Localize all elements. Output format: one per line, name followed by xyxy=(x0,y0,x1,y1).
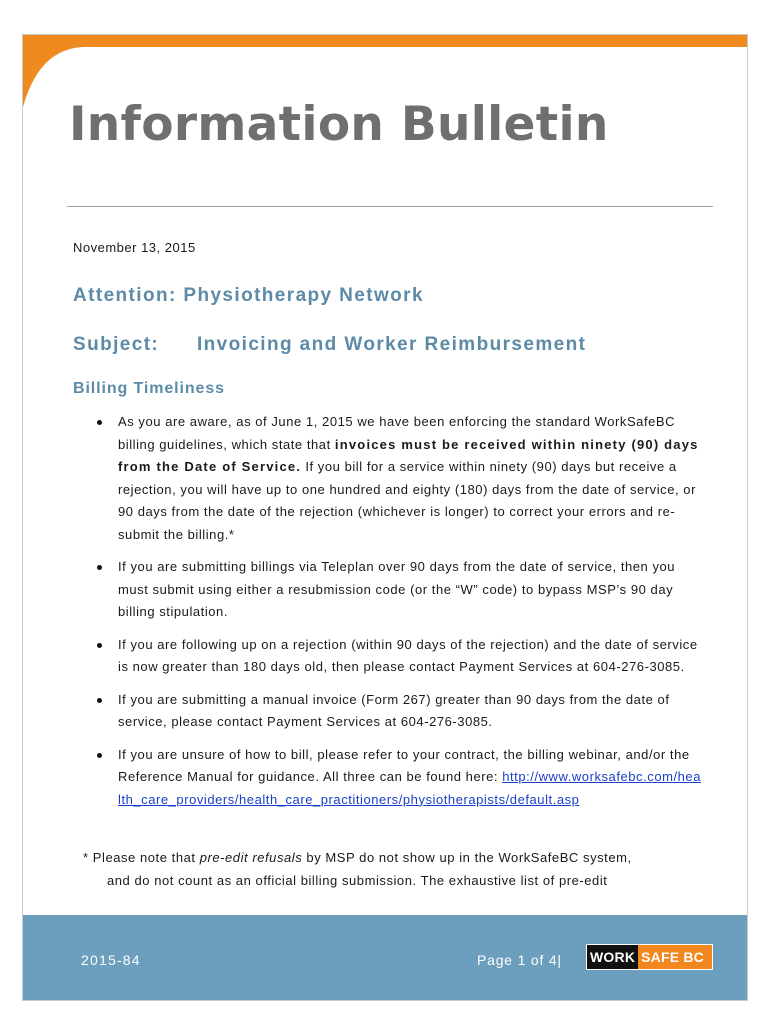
subject-label: Subject: xyxy=(73,334,160,355)
bullet-text: If you bill for a service within ninety (90) days but receive a rejection, you will have up to one hundred and eighty (180) days from the date of service, or 90 days from the date of the rejection (whichever is longer) to correct your errors and re-submit the billing.* xyxy=(118,459,696,542)
title-divider xyxy=(67,206,713,207)
bullet-bold-text: invoices must be received within ninety (90) days from the Date of Service. xyxy=(118,436,699,474)
page-indicator: Page 1 of 4| xyxy=(477,952,562,968)
subject-line xyxy=(73,334,587,356)
billing-bullet-list xyxy=(73,411,703,821)
worksafebc-logo xyxy=(586,944,713,970)
footnote xyxy=(83,847,723,892)
subject-text: Invoicing and Worker Reimbursement xyxy=(197,334,587,355)
physiotherapists-link[interactable]: http://www.worksafebc.com/health_care_providers/health_care_practitioners/physiotherapists/default.asp xyxy=(118,769,701,807)
list-item xyxy=(73,689,703,734)
footnote-text: Please note that xyxy=(92,850,200,865)
bullet-text: If you are following up on a rejection (within 90 days of the rejection) and the date of service is now greater than 180 days old, then please contact Payment Services at 604-276-3085. xyxy=(118,636,698,674)
bullet-icon xyxy=(97,698,102,703)
logo-safe-text: SAFE BC xyxy=(638,945,712,969)
bulletin-number: 2015-84 xyxy=(81,952,141,968)
bullet-text: If you are unsure of how to bill, please refer to your contract, the billing webinar, and/or the Reference Manual for guidance. All three can be found here: xyxy=(118,746,690,784)
list-item xyxy=(73,634,703,679)
footnote-text: by MSP do not show up in the WorkSafeBC system, xyxy=(302,850,632,865)
bullet-text: As you are aware, as of June 1, 2015 we have been enforcing the standard WorkSafeBC billing guidelines, which state that xyxy=(118,414,676,452)
list-item xyxy=(73,556,703,624)
bulletin-page xyxy=(22,34,748,1001)
bullet-text: If you are submitting a manual invoice (Form 267) greater than 90 days from the date of service, please contact Payment Services at 604-276-3085. xyxy=(118,691,670,729)
footer-band xyxy=(23,915,747,1001)
bulletin-title: Information Bulletin xyxy=(69,97,609,152)
bullet-icon xyxy=(97,565,102,570)
attention-line: Attention: Physiotherapy Network xyxy=(73,285,424,306)
footnote-italic-text: pre-edit refusals xyxy=(199,850,303,865)
list-item xyxy=(73,411,703,546)
bullet-icon xyxy=(97,643,102,648)
footnote-line-2: and do not count as an official billing submission. The exhaustive list of pre-edit xyxy=(107,872,608,888)
footnote-star: * xyxy=(83,850,89,865)
section-heading: Billing Timeliness xyxy=(73,380,225,397)
bulletin-date: November 13, 2015 xyxy=(73,240,196,255)
list-item xyxy=(73,744,703,812)
bullet-icon xyxy=(97,420,102,425)
bullet-icon xyxy=(97,753,102,758)
bullet-text: If you are submitting billings via Teleplan over 90 days from the date of service, then you must submit using either a resubmission code (or the “W” code) to bypass MSP’s 90 day billing stipulation. xyxy=(118,559,676,619)
logo-work-text: WORK xyxy=(587,945,638,969)
